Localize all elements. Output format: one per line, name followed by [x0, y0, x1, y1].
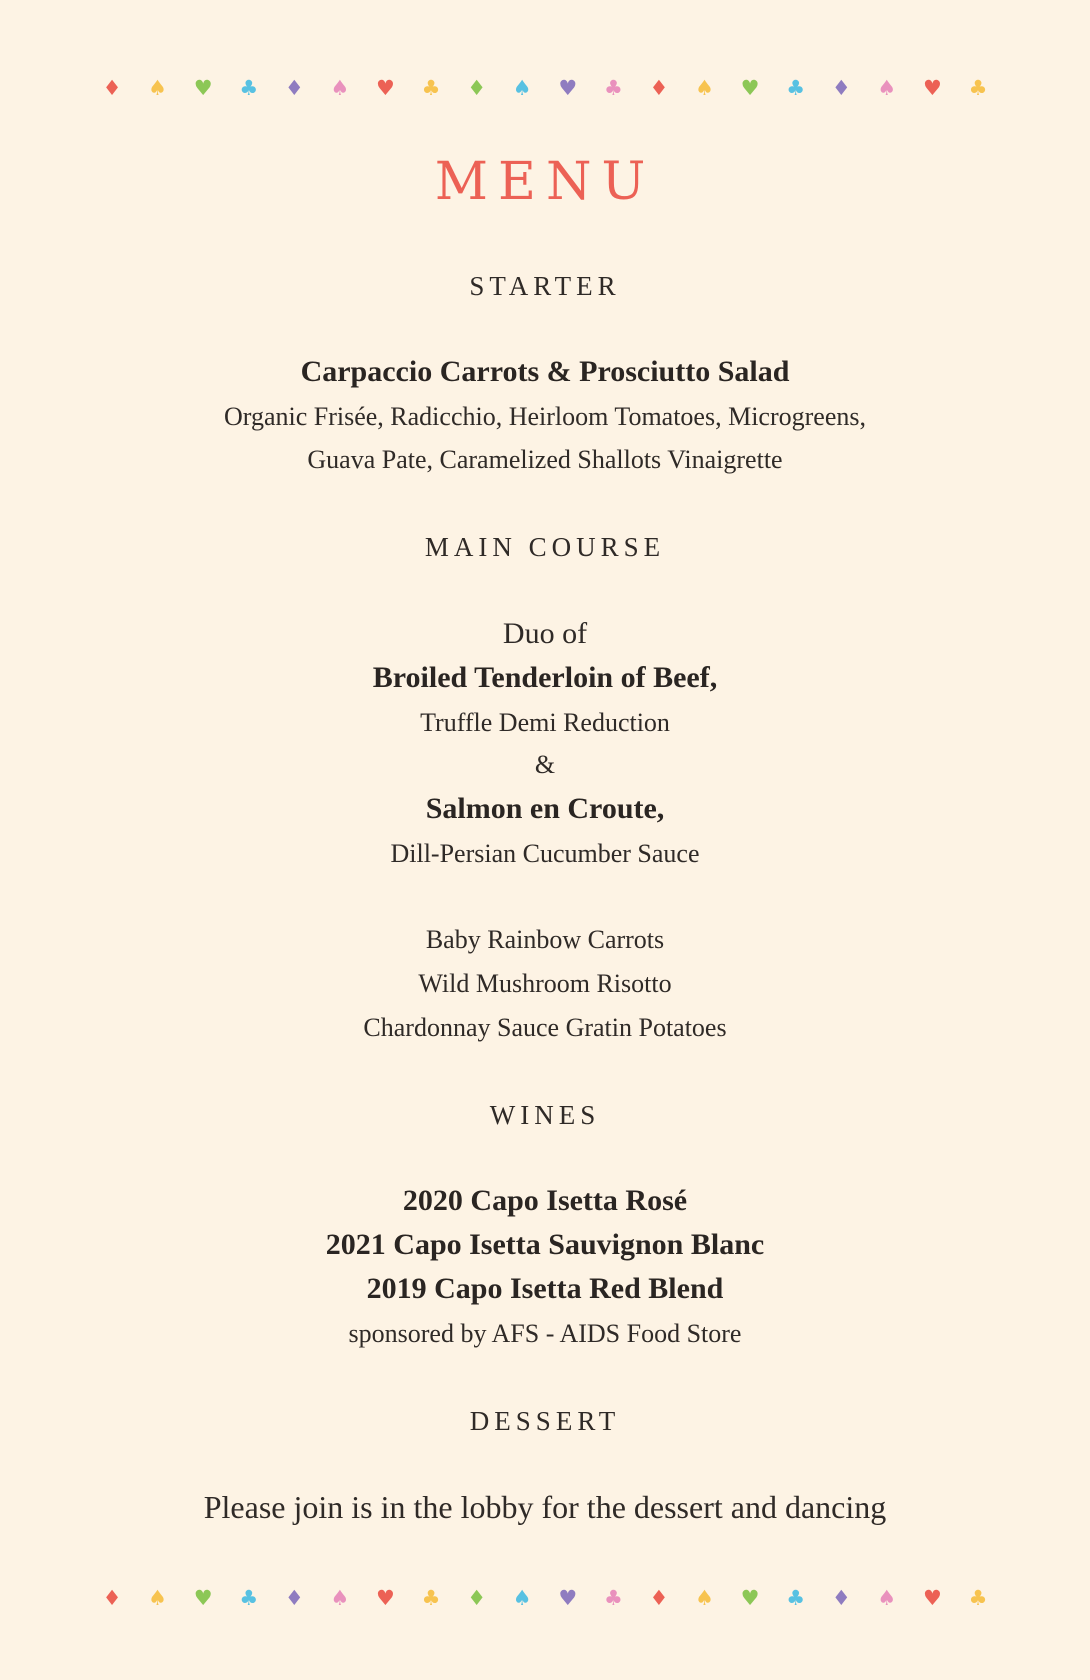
spade-icon: ♠	[512, 1586, 532, 1610]
club-icon: ♣	[421, 1586, 441, 1610]
spade-icon: ♠	[695, 76, 714, 100]
starter-dish: Carpaccio Carrots & Prosciutto Salad	[300, 355, 790, 388]
diamond-icon: ♦	[284, 1586, 304, 1610]
dessert-note: Please join is in the lobby for the dessert and dancing	[203, 1489, 887, 1525]
beef-sauce: Truffle Demi Reduction	[420, 708, 670, 737]
main-dish-salmon: Salmon en Croute,	[425, 792, 665, 825]
spade-icon: ♠	[330, 1586, 350, 1610]
heart-icon: ♥	[193, 1586, 213, 1610]
heart-icon: ♥	[740, 76, 760, 100]
club-icon: ♣	[968, 1586, 988, 1610]
heart-icon: ♥	[558, 76, 578, 100]
club-icon: ♣	[603, 76, 623, 100]
spade-icon: ♠	[877, 76, 897, 100]
diamond-icon: ♦	[649, 76, 669, 100]
diamond-icon: ♦	[831, 1586, 851, 1610]
spade-icon: ♠	[512, 76, 532, 100]
club-icon: ♣	[968, 76, 988, 100]
wine-item: 2021 Capo Isetta Sauvignon Blanc	[325, 1228, 765, 1261]
heart-icon: ♥	[193, 76, 213, 100]
diamond-icon: ♦	[284, 76, 304, 100]
starter-description-line-1: Organic Frisée, Radicchio, Heirloom Tomatoes, Microgreens,	[223, 402, 866, 431]
heart-icon: ♥	[922, 76, 942, 100]
wine-sponsor: sponsored by AFS - AIDS Food Store	[348, 1319, 742, 1348]
club-icon: ♣	[421, 76, 441, 100]
heart-icon: ♥	[558, 1586, 578, 1610]
wines-heading: WINES	[489, 1100, 601, 1130]
diamond-icon: ♦	[467, 1586, 487, 1610]
spade-icon: ♠	[695, 1586, 714, 1610]
starter-heading: STARTER	[469, 271, 621, 301]
main-course-heading: MAIN COURSE	[424, 532, 666, 562]
starter-description-line-2: Guava Pate, Caramelized Shallots Vinaigrette	[307, 445, 783, 474]
top-suit-border	[100, 76, 990, 100]
diamond-icon: ♦	[467, 76, 487, 100]
spade-icon: ♠	[877, 1586, 897, 1610]
ampersand: &	[534, 750, 556, 779]
club-icon: ♣	[239, 1586, 259, 1610]
club-icon: ♣	[603, 1586, 623, 1610]
diamond-icon: ♦	[102, 1586, 122, 1610]
side-dish: Baby Rainbow Carrots	[425, 925, 665, 954]
heart-icon: ♥	[922, 1586, 942, 1610]
spade-icon: ♠	[330, 76, 350, 100]
main-course-intro: Duo of	[502, 617, 588, 650]
heart-icon: ♥	[740, 1586, 760, 1610]
club-icon: ♣	[239, 76, 259, 100]
heart-icon: ♥	[376, 76, 395, 100]
heart-icon: ♥	[376, 1586, 395, 1610]
side-dish: Wild Mushroom Risotto	[418, 969, 672, 998]
spade-icon: ♠	[148, 76, 167, 100]
diamond-icon: ♦	[831, 76, 851, 100]
menu-title: MENU	[434, 152, 656, 212]
salmon-sauce: Dill-Persian Cucumber Sauce	[390, 839, 700, 868]
club-icon: ♣	[786, 76, 806, 100]
diamond-icon: ♦	[649, 1586, 669, 1610]
wine-item: 2020 Capo Isetta Rosé	[402, 1184, 688, 1217]
side-dish: Chardonnay Sauce Gratin Potatoes	[363, 1013, 727, 1042]
club-icon: ♣	[786, 1586, 806, 1610]
dessert-heading: DESSERT	[469, 1406, 621, 1436]
bottom-suit-border	[100, 1586, 990, 1610]
spade-icon: ♠	[148, 1586, 167, 1610]
diamond-icon: ♦	[102, 76, 122, 100]
main-dish-beef: Broiled Tenderloin of Beef,	[372, 661, 718, 694]
wine-item: 2019 Capo Isetta Red Blend	[366, 1272, 724, 1305]
